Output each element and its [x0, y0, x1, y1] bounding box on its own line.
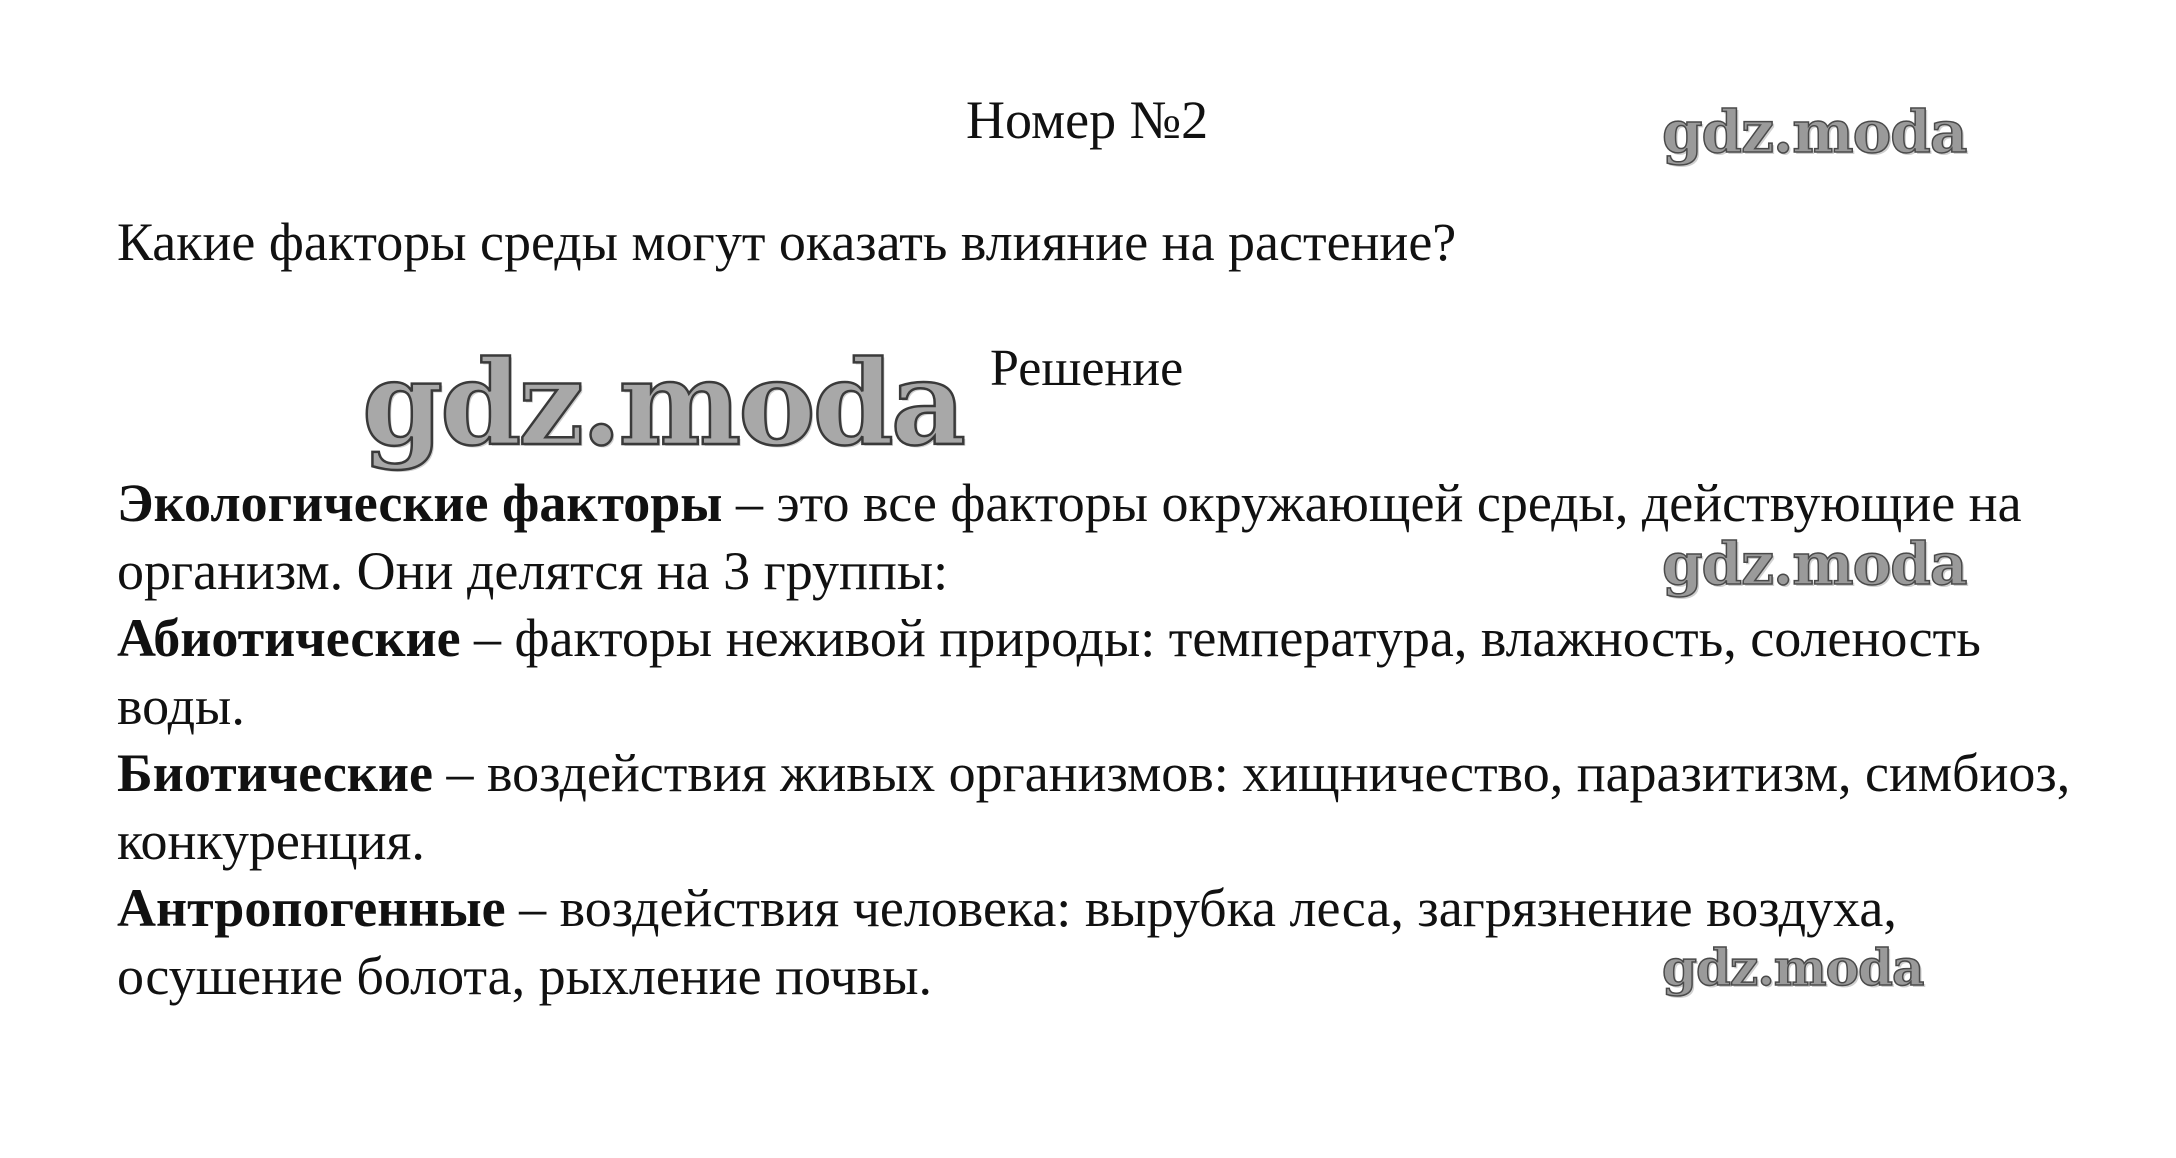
term-biotic: Биотические: [117, 743, 433, 803]
question-text: Какие факторы среды могут оказать влияние на растение?: [117, 212, 1457, 272]
term-abiotic: Абиотические: [117, 608, 461, 668]
watermark-logo: gdz.moda: [1662, 530, 1967, 598]
watermark-logo: gdz.moda: [1662, 98, 1967, 166]
term-anthropogenic: Антропогенные: [117, 878, 506, 938]
term-ecological-factors: Экологические факторы: [117, 473, 723, 533]
watermark-logo: gdz.moda: [1662, 938, 1924, 997]
solution-heading: Решение: [990, 340, 1184, 397]
page-title: Номер №2: [966, 90, 1209, 150]
answer-group-biotic: [117, 740, 2117, 875]
definition-ecological-factors: – это все факторы окружающей среды, действующие на организм. Они делятся на 3 группы:: [117, 473, 2022, 601]
definition-biotic: – воздействия живых организмов: хищничество, паразитизм, симбиоз, конкуренция.: [117, 743, 2071, 871]
definition-abiotic: – факторы неживой природы: температура, влажность, соленость воды.: [117, 608, 1981, 736]
definition-anthropogenic: – воздействия человека: вырубка леса, загрязнение воздуха, осушение болота, рыхление почвы.: [117, 878, 1897, 1006]
watermark-logo-large: gdz.moda: [362, 336, 963, 472]
answer-group-abiotic: [117, 605, 2117, 740]
